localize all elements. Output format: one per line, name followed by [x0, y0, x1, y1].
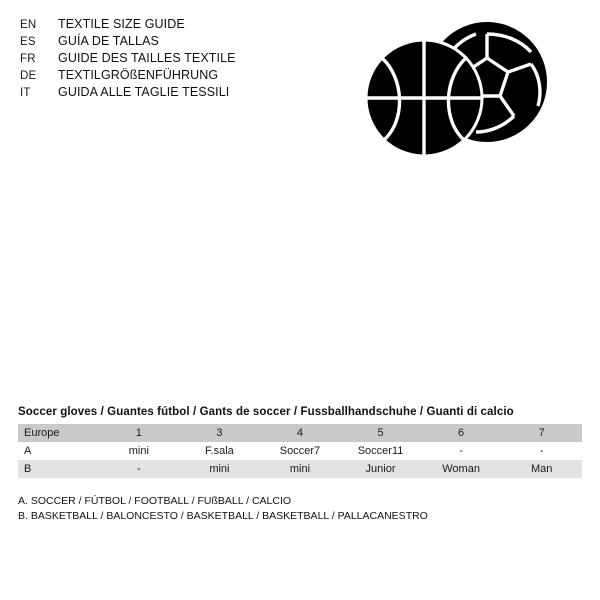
table-cell: Soccer7 — [260, 442, 341, 460]
language-code: FR — [20, 53, 36, 65]
size-table-section — [18, 406, 582, 524]
language-title: TEXTILE SIZE GUIDE — [58, 17, 185, 31]
language-row — [20, 16, 320, 33]
language-title: TEXTILGRÖßENFÜHRUNG — [58, 68, 219, 82]
table-cell: mini — [99, 442, 180, 460]
language-row — [20, 50, 320, 67]
table-cell: mini — [260, 460, 341, 478]
table-header-cell: 4 — [260, 424, 341, 442]
table-row — [18, 460, 582, 478]
language-code: EN — [20, 19, 37, 31]
language-title: GUIDE DES TAILLES TEXTILE — [58, 51, 236, 65]
language-row — [20, 33, 320, 50]
language-row — [20, 84, 320, 101]
balls-illustration — [352, 20, 562, 170]
language-title-block — [20, 16, 320, 101]
table-header-cell: 6 — [421, 424, 502, 442]
table-header-row — [18, 424, 582, 442]
table-cell: F.sala — [179, 442, 260, 460]
table-header-cell: 5 — [340, 424, 421, 442]
table-cell: Man — [501, 460, 582, 478]
table-cell: - — [99, 460, 180, 478]
language-code: IT — [20, 87, 31, 99]
size-table — [18, 424, 582, 478]
row-label: B — [18, 460, 99, 478]
table-cell: Junior — [340, 460, 421, 478]
table-cell: Woman — [421, 460, 502, 478]
legend-item-a: A. SOCCER / FÚTBOL / FOOTBALL / FUßBALL / CALCIO — [18, 495, 292, 507]
language-code: DE — [20, 70, 37, 82]
table-header-cell: 7 — [501, 424, 582, 442]
table-cell: mini — [179, 460, 260, 478]
language-code: ES — [20, 36, 36, 48]
table-header-cell: Europe — [18, 424, 99, 442]
table-row — [18, 442, 582, 460]
table-header-cell: 1 — [99, 424, 180, 442]
language-title: GUIDA ALLE TAGLIE TESSILI — [58, 85, 230, 99]
table-title: Soccer gloves / Guantes fútbol / Gants de soccer / Fussballhandschuhe / Guanti di calcio — [18, 406, 514, 418]
legend-item-b: B. BASKETBALL / BALONCESTO / BASKETBALL / BASKETBALL / PALLACANESTRO — [18, 510, 428, 522]
legend-block — [18, 494, 582, 524]
table-cell: - — [421, 442, 502, 460]
basketball-icon — [366, 40, 482, 156]
table-header-cell: 3 — [179, 424, 260, 442]
table-cell: Soccer11 — [340, 442, 421, 460]
language-title: GUÍA DE TALLAS — [58, 34, 159, 48]
table-cell: - — [501, 442, 582, 460]
row-label: A — [18, 442, 99, 460]
language-row — [20, 67, 320, 84]
